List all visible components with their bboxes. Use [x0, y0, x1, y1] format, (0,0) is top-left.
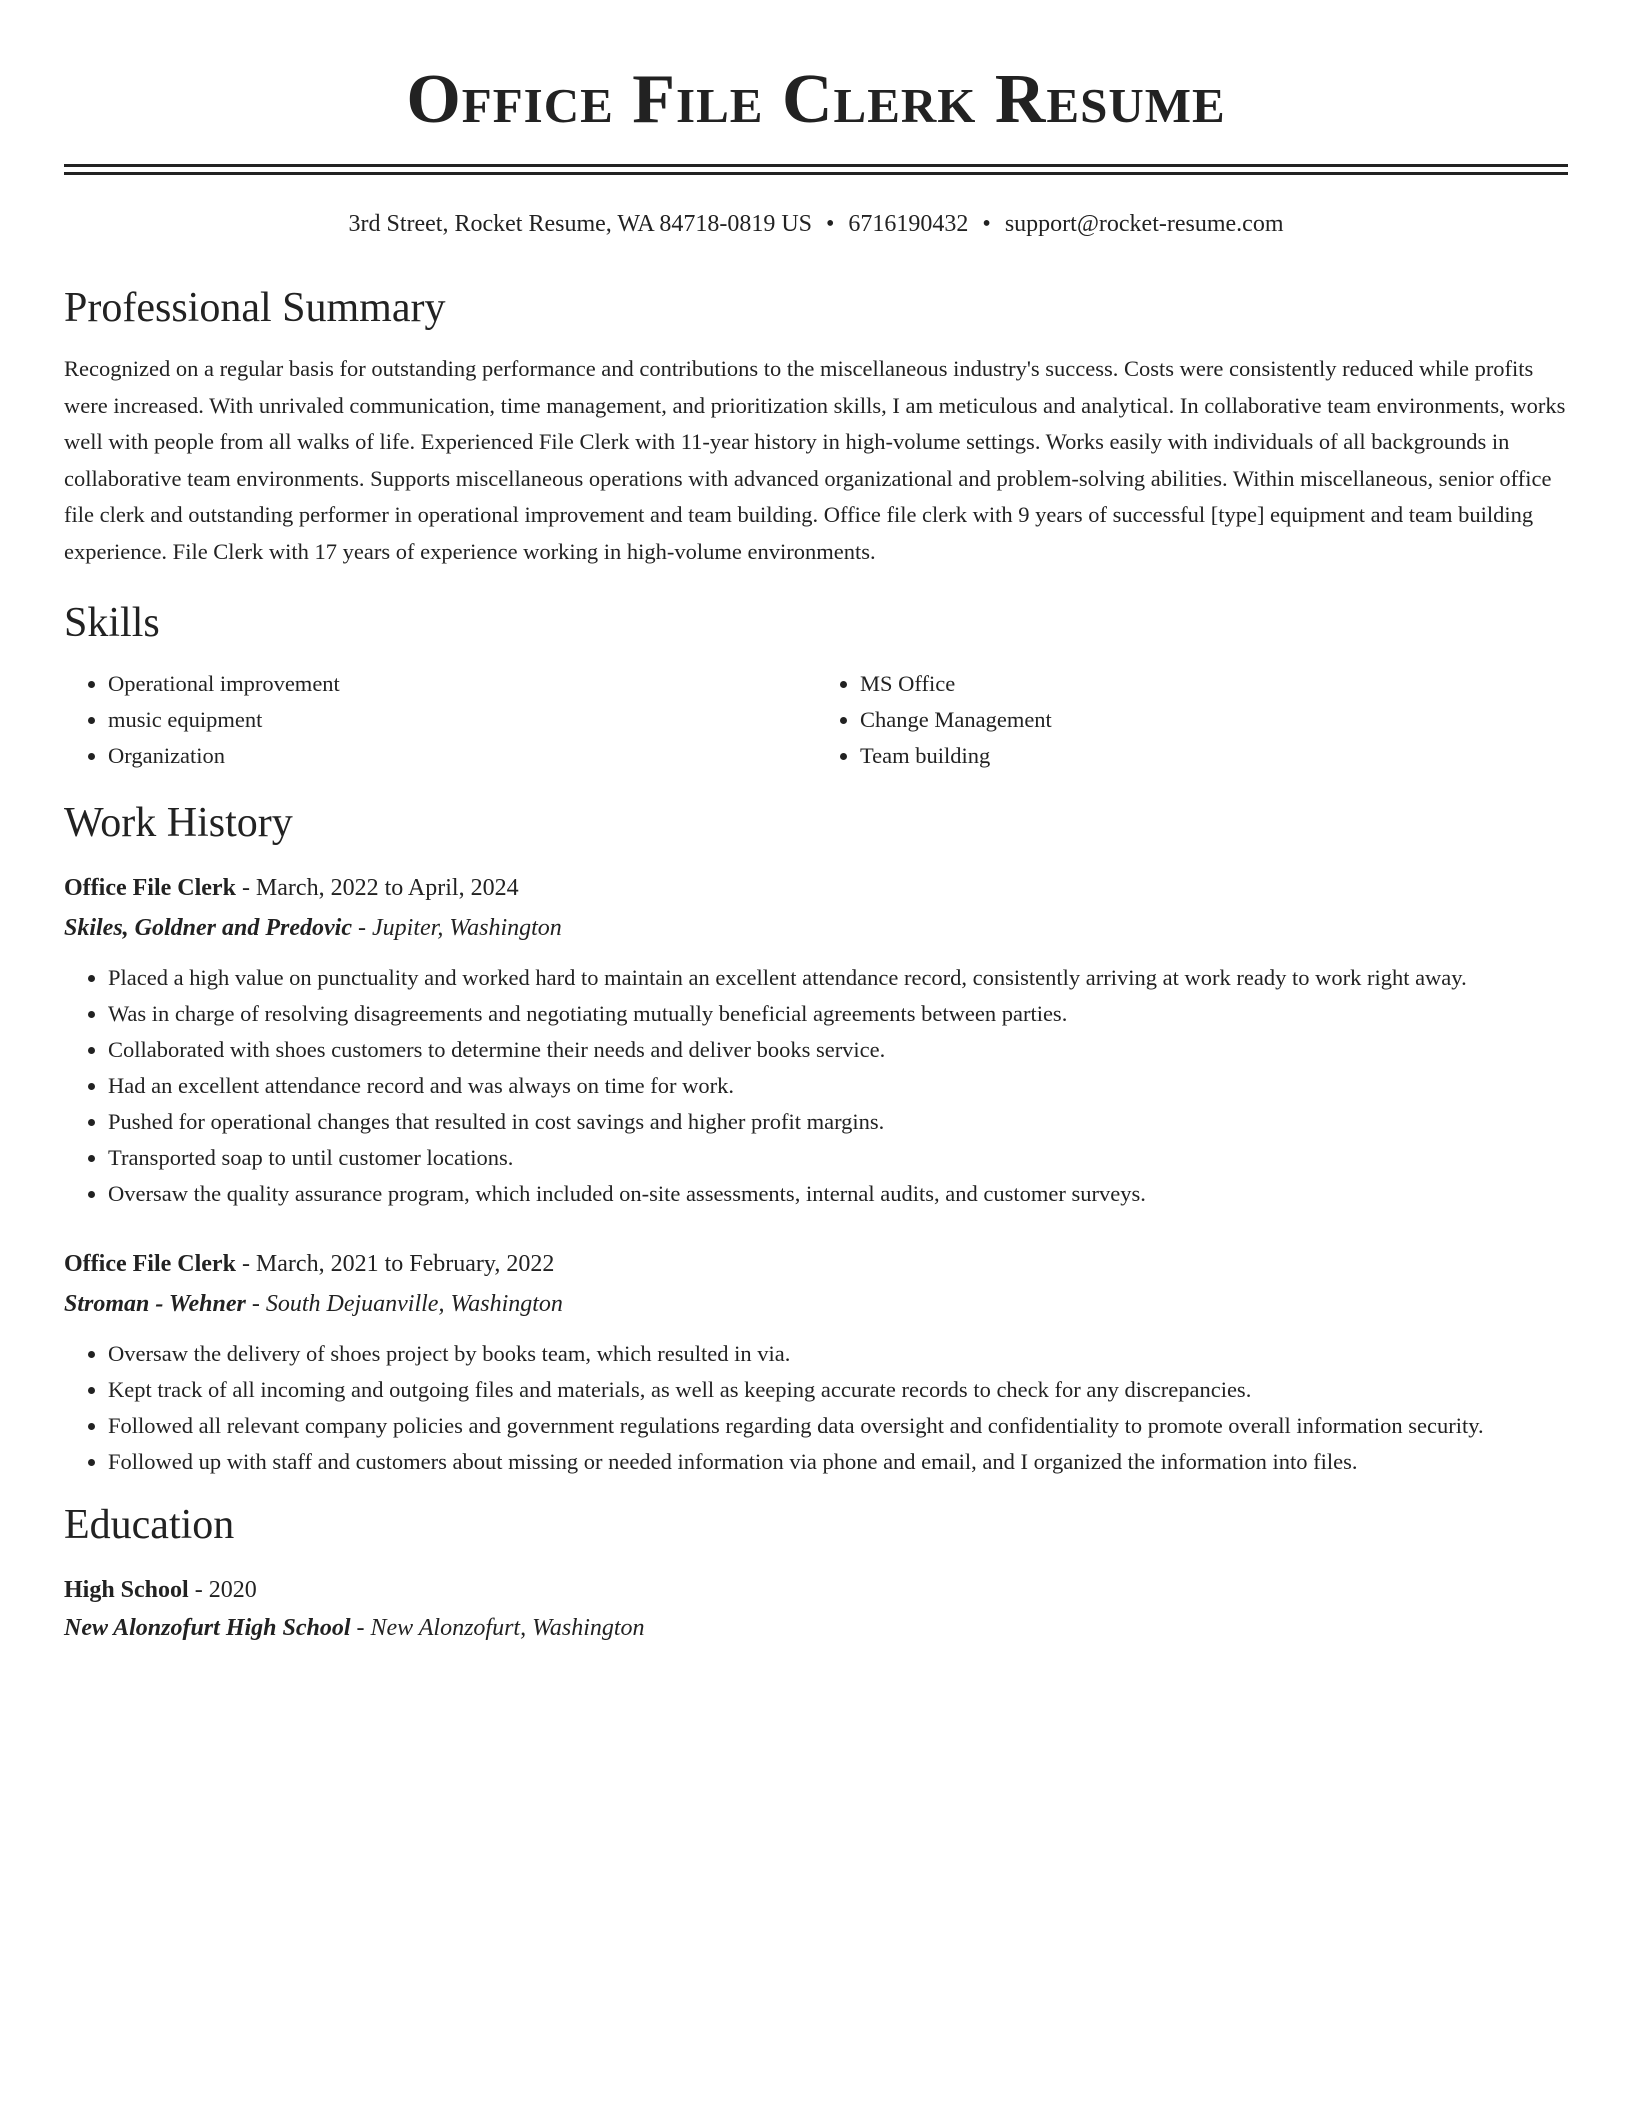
skill-item: • MS Office — [860, 666, 1568, 702]
summary-heading: Professional Summary — [64, 285, 446, 331]
skill-item: • Organization — [108, 738, 816, 774]
duty-item: • Was in charge of resolving disagreements and negotiating mutually beneficial agreements between parties. — [108, 996, 1568, 1032]
title-divider-top — [64, 164, 1568, 167]
job-entry — [64, 1248, 1568, 1480]
contact-separator: • — [826, 211, 835, 237]
company-location: - South Dejuanville, Washington — [245, 1291, 563, 1317]
company-location: - Jupiter, Washington — [352, 915, 562, 941]
resume-page — [64, 56, 1568, 1644]
contact-separator: • — [982, 211, 991, 237]
skill-item: • music equipment — [108, 702, 816, 738]
education-year: - 2020 — [188, 1577, 257, 1603]
job-entry — [64, 872, 1568, 1212]
job-duties — [64, 960, 1568, 1212]
skills-column-right — [816, 666, 1568, 774]
skill-item: • Change Management — [860, 702, 1568, 738]
job-dates: - March, 2022 to April, 2024 — [235, 875, 519, 901]
education-school: New Alonzofurt High School — [64, 1615, 351, 1641]
duty-item: • Oversaw the delivery of shoes project by books team, which resulted in via. — [108, 1336, 1568, 1372]
summary-text: Recognized on a regular basis for outstanding performance and contributions to the miscellaneous industry's success. Costs were consistently reduced while profits were increased. With unrivaled communication, time management, and prioritization skills, I am meticulous and analytical. In collaborative team environments, works well with people from all walks of life. Experienced File Clerk with 11-year history in high-volume settings. Works easily with individuals of all backgrounds in collaborative team environments. Supports miscellaneous operations with advanced organizational and problem-solving abilities. Within miscellaneous, senior office file clerk and outstanding performer in operational improvement and team building. Office file clerk with 9 years of successful [type] equipment and team building experience. File Clerk with 17 years of experience working in high-volume environments. — [64, 356, 1566, 564]
job-title: Office File Clerk — [64, 875, 236, 901]
skill-item: • Team building — [860, 738, 1568, 774]
company-name: Stroman - Wehner — [64, 1291, 246, 1317]
job-title-line — [64, 872, 1568, 904]
duty-item: • Pushed for operational changes that resulted in cost savings and higher profit margins. — [108, 1104, 1568, 1140]
duty-item: • Oversaw the quality assurance program, which included on-site assessments, internal audits, and customer surveys. — [108, 1176, 1568, 1212]
education-degree-line — [64, 1574, 1568, 1606]
education-school-line — [64, 1612, 1568, 1644]
contact-address: 3rd Street, Rocket Resume, WA 84718-0819 US — [348, 211, 812, 237]
company-name: Skiles, Goldner and Predovic — [64, 915, 352, 941]
duty-item: • Followed all relevant company policies and government regulations regarding data oversight and confidentiality to promote overall information security. — [108, 1408, 1568, 1444]
job-title: Office File Clerk — [64, 1251, 236, 1277]
skill-item: • Operational improvement — [108, 666, 816, 702]
duty-item: • Followed up with staff and customers about missing or needed information via phone and email, and I organized the information into files. — [108, 1444, 1568, 1480]
skills-column-left — [64, 666, 816, 774]
contact-phone: 6716190432 — [848, 211, 969, 237]
skills-heading: Skills — [64, 600, 160, 646]
title-divider-bottom — [64, 172, 1568, 175]
job-duties — [64, 1336, 1568, 1480]
education-degree: High School — [64, 1577, 189, 1603]
education-heading: Education — [64, 1502, 235, 1548]
work-history-heading: Work History — [64, 800, 293, 846]
contact-email[interactable]: support@rocket-resume.com — [1004, 211, 1284, 237]
company-line — [64, 1288, 1568, 1320]
contact-line — [64, 209, 1568, 239]
duty-item: • Placed a high value on punctuality and worked hard to maintain an excellent attendance record, consistently arriving at work ready to work right away. — [108, 960, 1568, 996]
job-dates: - March, 2021 to February, 2022 — [235, 1251, 555, 1277]
duty-item: • Had an excellent attendance record and was always on time for work. — [108, 1068, 1568, 1104]
education-location: - New Alonzofurt, Washington — [350, 1615, 645, 1641]
duty-item: • Transported soap to until customer locations. — [108, 1140, 1568, 1176]
resume-title: Office File Clerk Resume — [406, 61, 1226, 138]
duty-item: • Kept track of all incoming and outgoing files and materials, as well as keeping accurate records to check for any discrepancies. — [108, 1372, 1568, 1408]
job-title-line — [64, 1248, 1568, 1280]
skills-list — [64, 666, 1568, 774]
company-line — [64, 912, 1568, 944]
duty-item: • Collaborated with shoes customers to determine their needs and deliver books service. — [108, 1032, 1568, 1068]
